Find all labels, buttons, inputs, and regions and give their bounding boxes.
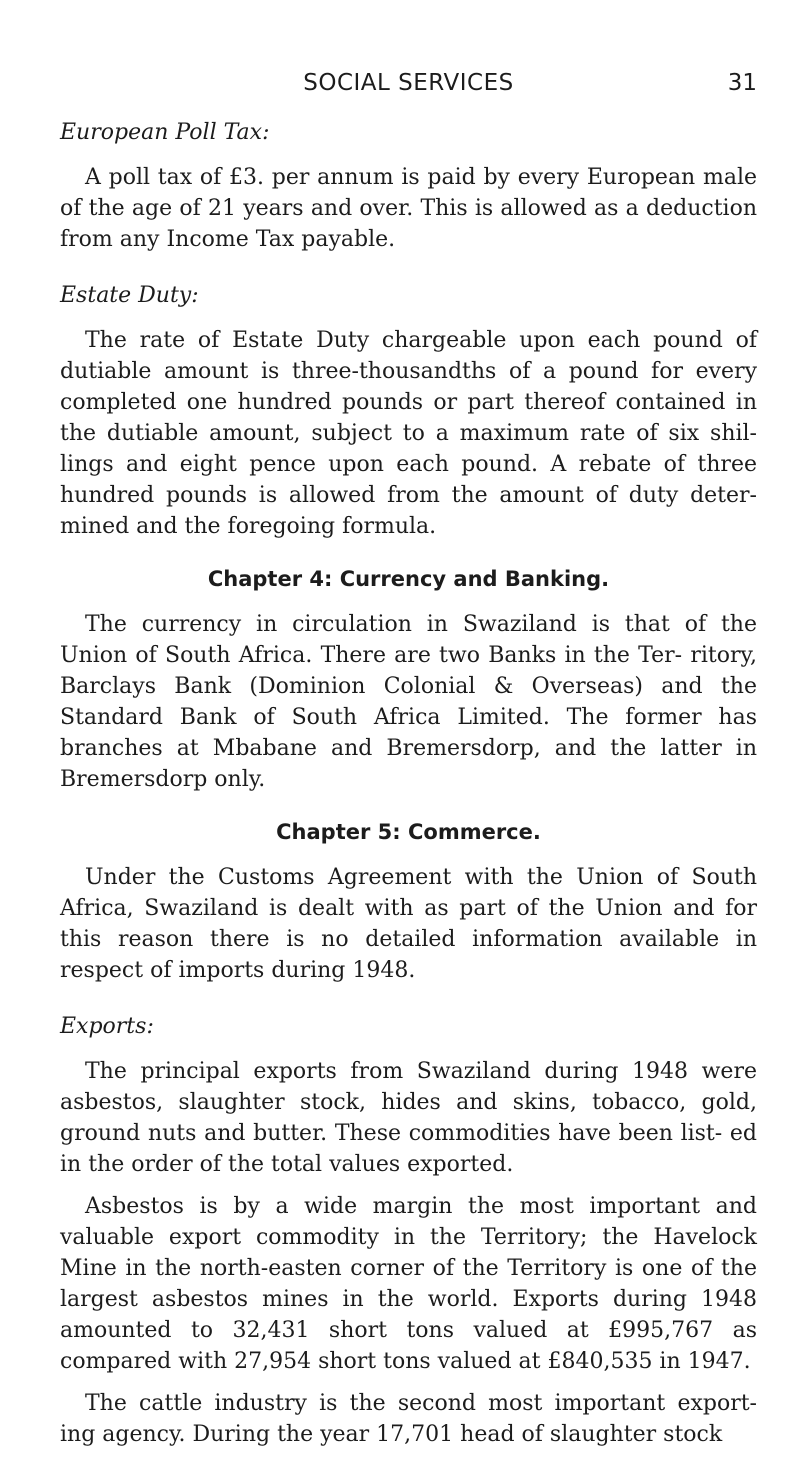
running-header <box>60 70 757 104</box>
paragraph-exports-1: The principal exports from Swaziland during 1948 were asbestos, slaughter stock, hides and skins, tobacco, gold, ground nuts and butter. These commodities have been list- ed in the order of the total values exported. <box>60 1059 757 1177</box>
section-heading-poll-tax: European Poll Tax: <box>60 120 270 145</box>
paragraph-commerce: Under the Customs Agreement with the Union of South Africa, Swaziland is dealt with as part of the Union and for this reason there is no detailed information available in respect of imports during 1948. <box>60 865 757 983</box>
running-title: SOCIAL SERVICES <box>303 70 514 96</box>
page-number: 31 <box>727 70 757 96</box>
paragraph-currency: The currency in circulation in Swaziland is that of the Union of South Africa. There are two Banks in the Ter- ritory, Barclays Bank (Dominion Colonial & Overseas) and the Standard Bank of South Africa Limited. The former has branches at Mbabane and Bremersdorp, and the latter in Bremersdorp only. <box>60 612 757 792</box>
paragraph-exports-3: The cattle industry is the second most important export- ing agency. During the year 17,701 head of slaughter stock <box>60 1391 757 1447</box>
chapter-heading-currency: Chapter 4: Currency and Banking. <box>207 567 610 591</box>
chapter-heading-commerce: Chapter 5: Commerce. <box>276 820 541 844</box>
paragraph-poll-tax: A poll tax of £3. per annum is paid by every European male of the age of 21 years and over. This is allowed as a deduction from any Income Tax payable. <box>60 165 757 252</box>
section-heading-exports: Exports: <box>60 1014 154 1039</box>
paragraph-exports-2: Asbestos is by a wide margin the most important and valuable export commodity in the Territory; the Havelock Mine in the north-easten corner of the Territory is one of the largest asbestos mines in the world. Exports during 1948 amounted to 32,431 short tons valued at £995,767 as compared with 27,954 short tons valued at £840,535 in 1947. <box>60 1194 757 1374</box>
section-heading-estate-duty: Estate Duty: <box>60 283 199 308</box>
body-text <box>60 117 757 1461</box>
paragraph-estate-duty: The rate of Estate Duty chargeable upon each pound of dutiable amount is three-thousandths of a pound for every completed one hundred pounds or part thereof contained in the dutiable amount, subject to a maximum rate of six shil- lings and eight pence upon each pound. A rebate of three hundred pounds is allowed from the amount of duty deter- mined and the foregoing formula. <box>60 328 757 539</box>
